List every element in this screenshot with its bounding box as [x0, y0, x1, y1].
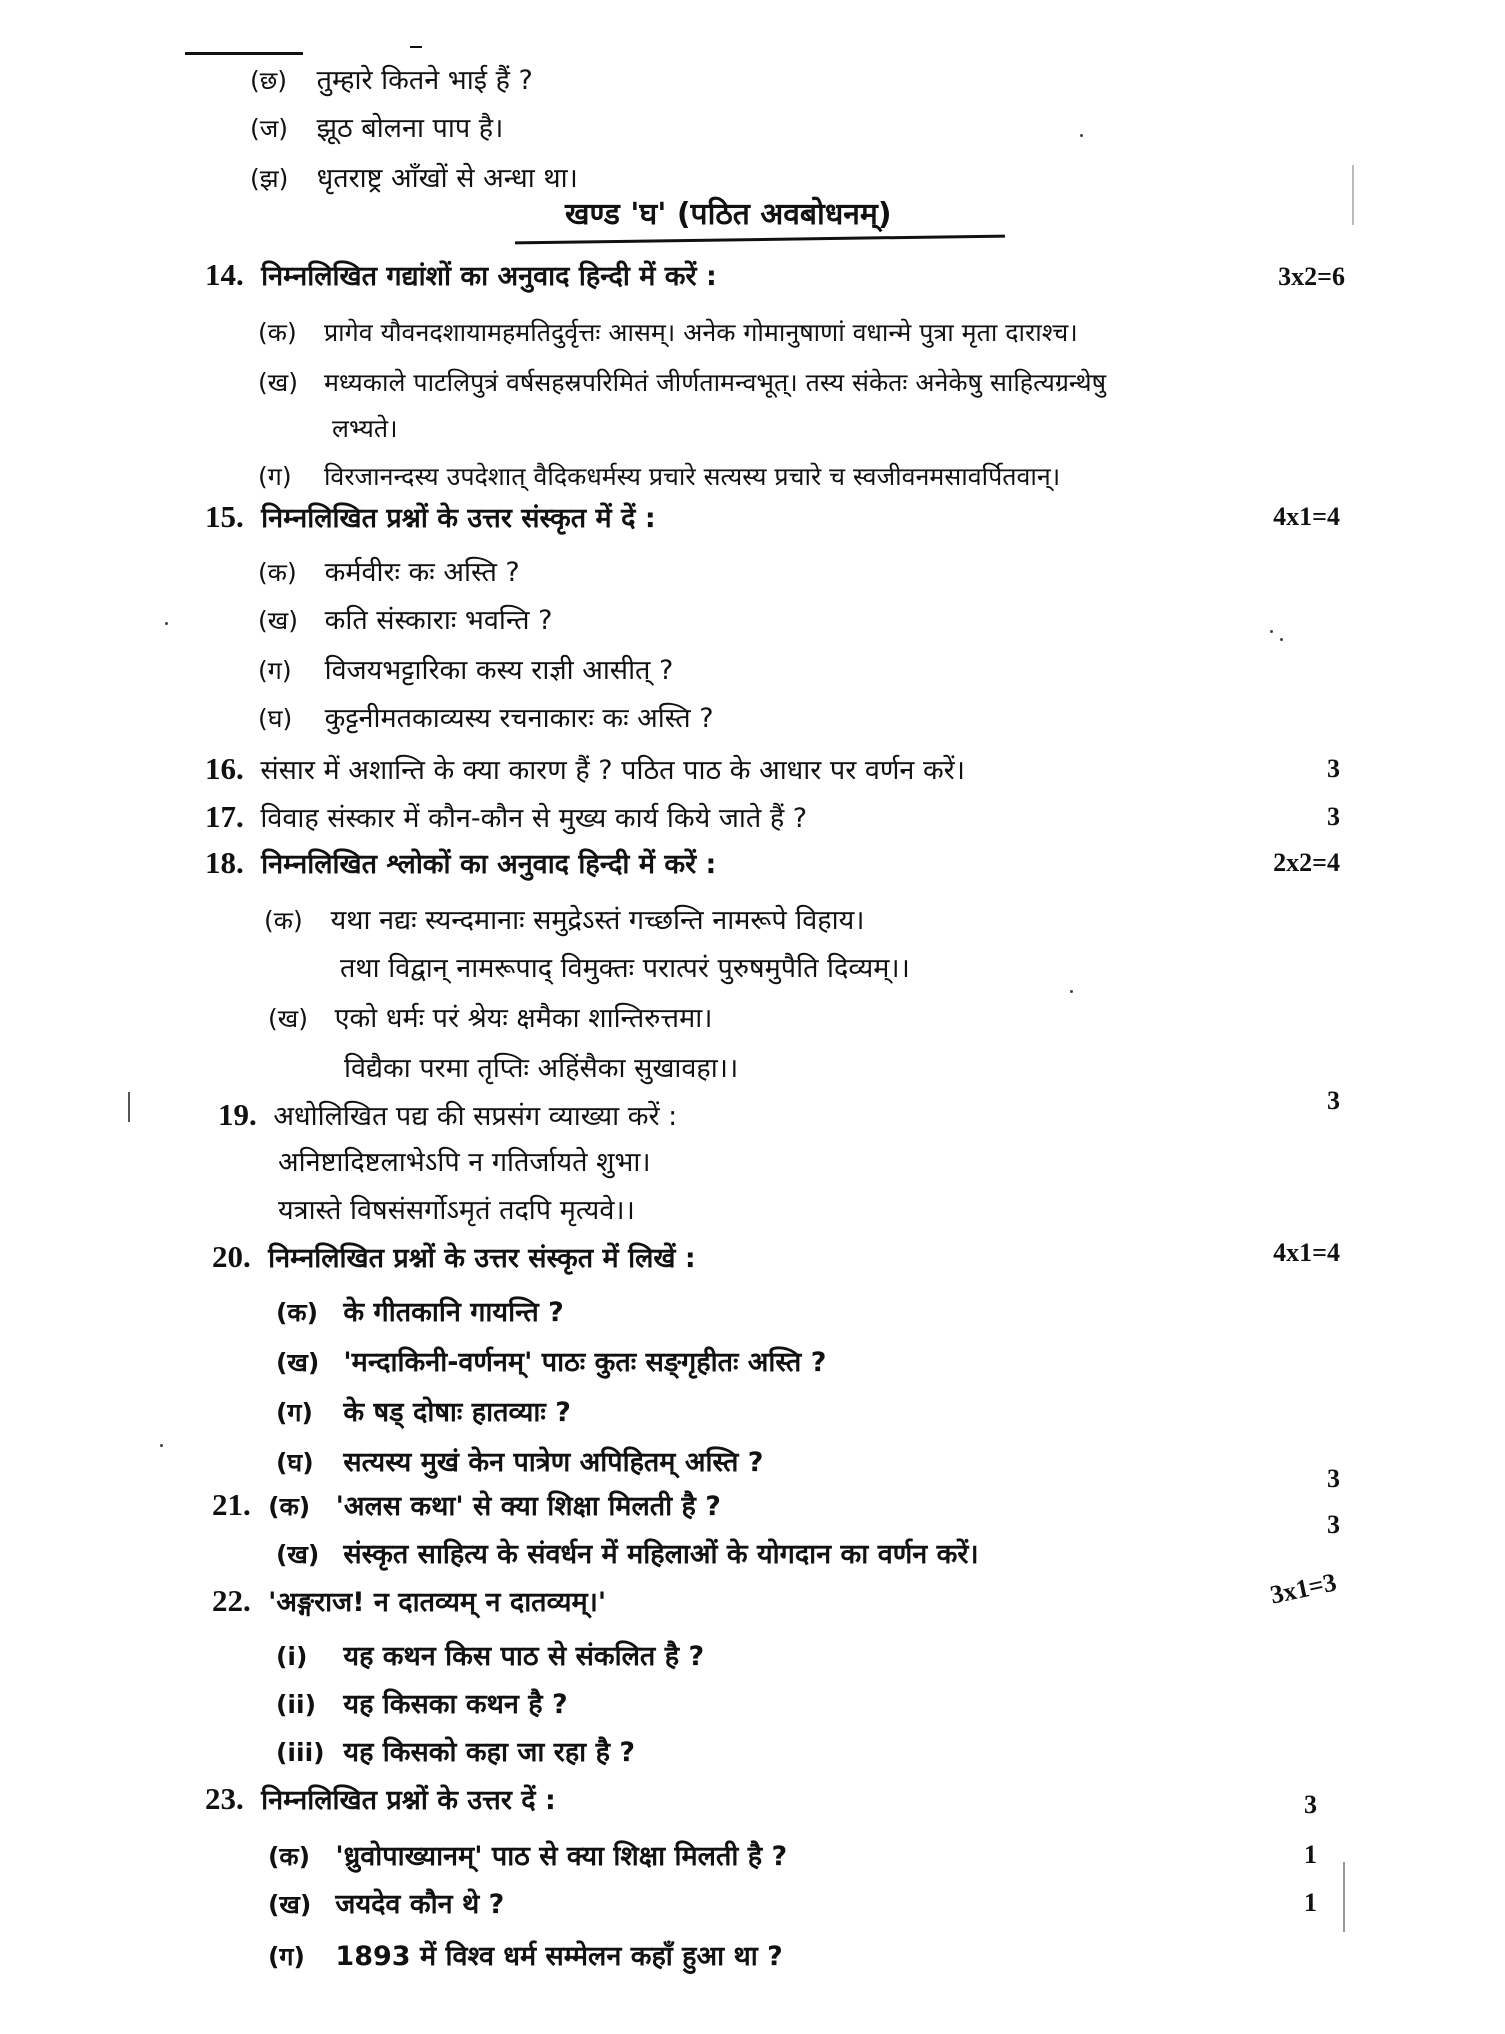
question-number: 16. [205, 751, 244, 786]
item-label: (घ) [258, 704, 293, 733]
q19-verse-line1: अनिष्टादिष्टलाभेऽपि न गतिर्जायते शुभा। [278, 1147, 651, 1178]
q23-item-ka [268, 1840, 787, 1874]
item-label: (ख) [276, 1540, 320, 1569]
item-text: 'अलस कथा' से क्या शिक्षा मिलती है ? [335, 1491, 721, 1522]
q18-item-ka-line1 [264, 904, 865, 938]
question-19 [218, 1098, 677, 1134]
item-label: (झ) [250, 164, 289, 193]
item-text: यह किसको कहा जा रहा है ? [343, 1737, 635, 1768]
question-18 [205, 846, 716, 882]
item-text: कर्मवीरः कः अस्ति ? [324, 557, 520, 588]
marks-16: 3 [1327, 754, 1340, 783]
q20-item-ka [276, 1296, 564, 1330]
item-label: (ii) [276, 1690, 316, 1719]
q18-item-kha-line1 [268, 1002, 712, 1036]
question-number: 22. [212, 1583, 251, 1618]
top-rule [185, 52, 303, 55]
question-prompt: निम्नलिखित प्रश्नों के उत्तर संस्कृत में लिखें : [268, 1243, 696, 1274]
marks-23: 3 [1304, 1790, 1317, 1819]
q20-item-ga [276, 1396, 571, 1430]
question-number: 19. [218, 1097, 257, 1132]
question-21-kha [276, 1538, 979, 1572]
item-text: मध्यकाले पाटलिपुत्रं वर्षसहस्रपरिमितं जीर्णतामन्वभूत्। तस्य संकेतः अनेकेषु साहित्यग्रन्थेषु [323, 368, 1107, 397]
marks-23-kha: 1 [1304, 1888, 1317, 1917]
item-label: (ग) [268, 1942, 305, 1971]
top-item-jha [250, 162, 578, 196]
q15-item-gha [258, 702, 714, 736]
q15-item-ga [258, 654, 673, 688]
question-number: 23. [205, 1781, 244, 1816]
marks-19: 3 [1327, 1086, 1340, 1115]
q18-item-ka-line2: तथा विद्वान् नामरूपाद् विमुक्तः परात्परं पुरुषमुपैति दिव्यम्।। [340, 953, 910, 984]
question-prompt: निम्नलिखित श्लोकों का अनुवाद हिन्दी में करें : [261, 849, 717, 880]
q14-item-kha-continuation: लभ्यते। [332, 414, 398, 443]
question-number: 21. [212, 1487, 251, 1522]
item-label: (ख) [276, 1348, 320, 1377]
q15-item-kha [258, 604, 552, 638]
item-text: जयदेव कौन थे ? [335, 1889, 505, 1920]
q23-item-kha [268, 1888, 504, 1922]
question-number: 14. [205, 257, 244, 292]
q15-item-ka [258, 556, 520, 590]
question-number: 15. [205, 499, 244, 534]
marks-23-ka: 1 [1304, 1840, 1317, 1869]
question-17 [205, 800, 807, 836]
question-22 [212, 1584, 606, 1620]
marks-17: 3 [1327, 802, 1340, 831]
item-label: (छ) [250, 66, 288, 95]
q23-item-ga [268, 1940, 783, 1974]
verse-line: यथा नद्यः स्यन्दमानाः समुद्रेऽस्तं गच्छन्ति नामरूपे विहाय। [330, 905, 865, 936]
item-text: 'ध्रुवोपाख्यानम्' पाठ से क्या शिक्षा मिलती है ? [335, 1841, 788, 1872]
scan-margin-mark [128, 1092, 130, 1122]
q20-item-kha [276, 1346, 826, 1380]
marks-18: 2x2=4 [1273, 848, 1340, 877]
item-text: कति संस्काराः भवन्ति ? [324, 605, 553, 636]
item-text: यह किसका कथन है ? [343, 1689, 568, 1720]
scan-speck [1280, 638, 1283, 641]
top-item-ja [250, 112, 503, 146]
question-prompt: विवाह संस्कार में कौन-कौन से मुख्य कार्य किये जाते हैं ? [260, 803, 808, 834]
top-dash [410, 46, 422, 48]
question-number: 18. [205, 845, 244, 880]
item-text: धृतराष्ट्र आँखों से अन्धा था। [316, 163, 578, 194]
item-label: (क) [264, 906, 303, 935]
q19-verse-line2: यत्रास्ते विषसंसर्गोऽमृतं तदपि मृत्यवे।। [278, 1195, 635, 1226]
question-prompt: निम्नलिखित प्रश्नों के उत्तर दें : [261, 1785, 556, 1816]
marks-14: 3x2=6 [1278, 262, 1345, 291]
question-21-ka [212, 1488, 721, 1524]
question-number: 20. [212, 1239, 251, 1274]
item-label: (ख) [258, 606, 298, 635]
item-label: (ग) [258, 462, 292, 491]
item-label: (क) [268, 1492, 311, 1521]
scan-speck [1070, 990, 1073, 993]
scan-speck [160, 1444, 163, 1447]
marks-21-kha: 3 [1327, 1510, 1340, 1539]
question-20 [212, 1240, 696, 1276]
item-label: (ख) [258, 368, 298, 397]
item-text: यह कथन किस पाठ से संकलित है ? [343, 1641, 705, 1672]
q14-item-ka [258, 316, 1078, 350]
question-16 [205, 752, 965, 788]
item-text: 'मन्दाकिनी-वर्णनम्' पाठः कुतः सङ्गृहीतः अस्ति ? [343, 1347, 827, 1378]
item-text: के षड् दोषाः हातव्याः ? [343, 1397, 571, 1428]
scan-speck [1270, 630, 1273, 633]
q18-item-kha-line2: विद्यैका परमा तृप्तिः अहिंसैका सुखावहा।। [344, 1053, 739, 1084]
question-prompt: निम्नलिखित गद्यांशों का अनुवाद हिन्दी में करें : [261, 261, 717, 292]
item-label: (क) [276, 1298, 319, 1327]
question-23 [205, 1782, 556, 1818]
q22-item-ii [276, 1688, 568, 1722]
question-15 [205, 500, 656, 536]
question-number: 17. [205, 799, 244, 834]
item-label: (क) [268, 1842, 311, 1871]
q20-item-gha [276, 1446, 763, 1480]
marks-15: 4x1=4 [1273, 502, 1340, 531]
item-label: (iii) [276, 1738, 325, 1767]
item-text: तुम्हारे कितने भाई हैं ? [316, 65, 533, 96]
scan-margin-mark [1343, 1862, 1345, 1932]
question-prompt: 'अङ्गराज! न दातव्यम् न दातव्यम्।' [268, 1587, 607, 1618]
q22-item-i [276, 1640, 704, 1674]
item-label: (ज) [250, 114, 289, 143]
marks-21-ka: 3 [1327, 1464, 1340, 1493]
section-heading-underline [515, 235, 1005, 245]
item-label: (ख) [268, 1004, 308, 1033]
scan-speck [165, 622, 168, 625]
item-label: (ग) [276, 1398, 313, 1427]
question-14 [205, 258, 717, 294]
item-text: विजयभट्टारिका कस्य राज्ञी आसीत् ? [324, 655, 674, 686]
item-label: (i) [276, 1642, 308, 1671]
top-item-chha [250, 64, 533, 98]
item-text: संस्कृत साहित्य के संवर्धन में महिलाओं के योगदान का वर्णन करें। [343, 1539, 979, 1570]
scan-speck [1080, 134, 1083, 137]
item-label: (ग) [258, 656, 292, 685]
question-prompt: अधोलिखित पद्य की सप्रसंग व्याख्या करें : [273, 1101, 678, 1132]
item-label: (क) [258, 318, 297, 347]
item-text: कुट्टनीमतकाव्यस्य रचनाकारः कः अस्ति ? [324, 703, 714, 734]
item-label: (घ) [276, 1448, 314, 1477]
section-heading: खण्ड 'घ' (पठित अवबोधनम्) [565, 197, 892, 232]
item-text: झूठ बोलना पाप है। [316, 113, 504, 144]
q22-item-iii [276, 1736, 635, 1770]
marks-20: 4x1=4 [1273, 1238, 1340, 1267]
item-text: के गीतकानि गायन्ति ? [343, 1297, 564, 1328]
question-prompt: निम्नलिखित प्रश्नों के उत्तर संस्कृत में दें : [261, 503, 656, 534]
q14-item-kha [258, 366, 1106, 400]
question-prompt: संसार में अशान्ति के क्या कारण हैं ? पठित पाठ के आधार पर वर्णन करें। [260, 755, 965, 786]
item-text: प्रागेव यौवनदशायामहमतिदुर्वृत्तः आसम्। अनेक गोमानुषाणां वधान्मे पुत्रा मृता दाराश्च। [323, 318, 1078, 347]
verse-line: एको धर्मः परं श्रेयः क्षमैका शान्तिरुत्तमा। [334, 1003, 713, 1034]
item-text: विरजानन्दस्य उपदेशात् वैदिकधर्मस्य प्रचारे सत्यस्य प्रचारे च स्वजीवनमसावर्पितवान्। [323, 462, 1061, 491]
scan-margin-mark [1352, 165, 1354, 225]
q14-item-ga [258, 460, 1060, 494]
marks-22: 3x1=3 [1267, 1567, 1340, 1610]
item-text: 1893 में विश्व धर्म सम्मेलन कहाँ हुआ था ? [335, 1941, 783, 1972]
item-text: सत्यस्य मुखं केन पात्रेण अपिहितम् अस्ति ? [343, 1447, 764, 1478]
item-label: (क) [258, 558, 297, 587]
item-label: (ख) [268, 1890, 312, 1919]
